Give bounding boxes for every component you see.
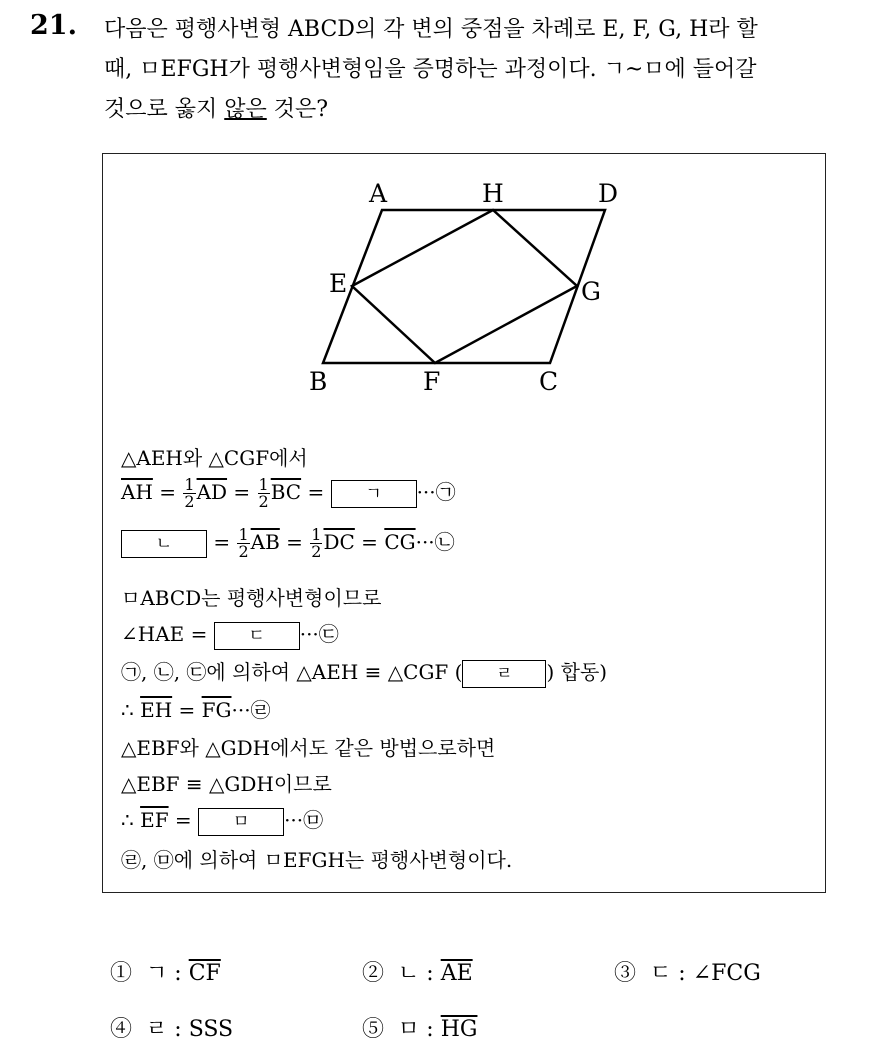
blank-giyeok: ㄱ bbox=[331, 480, 417, 508]
label-3: ···㉢ bbox=[299, 622, 339, 646]
equals: = bbox=[207, 530, 237, 554]
therefore: ∴ bbox=[121, 808, 141, 832]
choice-number: ② bbox=[362, 961, 385, 986]
seg-bc: $\overline{BC}$ bbox=[270, 480, 302, 504]
proof-line-6 bbox=[121, 656, 607, 686]
proof-line-11: ㉣, ㉤에 의하여 ㅁEFGH는 평행사변형이다. bbox=[121, 848, 513, 872]
label-f: F bbox=[423, 367, 441, 396]
half-fraction bbox=[258, 477, 270, 510]
seg-fg: $\overline{FG}$ bbox=[201, 698, 232, 722]
choice-value: SSS bbox=[188, 1017, 234, 1042]
seg-ad: $\overline{AD}$ bbox=[196, 480, 228, 504]
proof-box bbox=[102, 153, 826, 893]
seg-cg: $\overline{CG}$ bbox=[384, 530, 416, 554]
choice-key: ㄴ : bbox=[398, 961, 434, 986]
quadrilateral-efgh bbox=[352, 210, 577, 363]
choice-key: ㄹ : bbox=[146, 1017, 182, 1042]
label-b: B bbox=[309, 367, 328, 396]
choice-3[interactable] bbox=[614, 956, 761, 987]
label-2: ···㉡ bbox=[415, 530, 455, 554]
proof-line-9: △EBF ≡ △GDH이므로 bbox=[121, 772, 332, 796]
question-line-2: 때, ㅁEFGH가 평행사변형임을 증명하는 과정이다. ㄱ~ㅁ에 들어갈 bbox=[104, 57, 757, 82]
half-fraction bbox=[237, 527, 249, 560]
question-number: 21. bbox=[30, 10, 77, 41]
proof-line-2 bbox=[121, 475, 456, 511]
therefore: ∴ bbox=[121, 698, 141, 722]
label-4: ···㉣ bbox=[231, 698, 271, 722]
choice-key: ㄱ : bbox=[146, 961, 182, 986]
choice-1[interactable] bbox=[110, 956, 221, 987]
equals: = bbox=[168, 808, 199, 832]
frac-den: 2 bbox=[184, 492, 195, 511]
blank-digeut: ㄷ bbox=[214, 622, 300, 650]
question-line-3 bbox=[104, 92, 328, 123]
label-h: H bbox=[482, 179, 504, 208]
choice-key: ㄷ : bbox=[650, 961, 686, 986]
choice-number: ① bbox=[110, 961, 133, 986]
blank-nieun: ㄴ bbox=[121, 530, 207, 558]
question-line-1: 다음은 평행사변형 ABCD의 각 변의 중점을 차례로 E, F, G, H라 할 bbox=[104, 17, 758, 42]
seg-ab: $\overline{AB}$ bbox=[250, 530, 280, 554]
proof-line-7 bbox=[121, 694, 271, 724]
label-g: G bbox=[581, 277, 601, 306]
question-line-3-end: 것은? bbox=[266, 97, 329, 122]
congruence-text: ㉠, ㉡, ㉢에 의하여 △AEH ≡ △CGF ( bbox=[121, 660, 463, 684]
frac-den: 2 bbox=[311, 542, 322, 561]
half-fraction bbox=[310, 527, 322, 560]
half-fraction bbox=[183, 477, 195, 510]
label-1: ···㉠ bbox=[416, 480, 456, 504]
proof-line-5 bbox=[121, 618, 339, 648]
choice-key: ㅁ : bbox=[398, 1017, 434, 1042]
proof-line-4: ㅁABCD는 평행사변형이므로 bbox=[121, 586, 382, 610]
choice-number: ⑤ bbox=[362, 1017, 385, 1042]
angle-hae: ∠HAE = bbox=[121, 622, 214, 646]
blank-rieul: ㄹ bbox=[462, 660, 546, 688]
seg-ah: $\overline{AH}$ bbox=[121, 480, 153, 504]
label-e: E bbox=[329, 269, 348, 298]
frac-den: 2 bbox=[238, 542, 249, 561]
equals: = bbox=[172, 698, 202, 722]
proof-line-8: △EBF와 △GDH에서도 같은 방법으로하면 bbox=[121, 736, 496, 760]
label-5: ···㉤ bbox=[284, 808, 324, 832]
blank-mieum: ㅁ bbox=[198, 808, 284, 836]
seg-ef: $\overline{EF}$ bbox=[140, 808, 169, 832]
question-line-3-text: 것으로 옳지 bbox=[104, 97, 225, 122]
frac-den: 2 bbox=[258, 492, 269, 511]
seg-eh: $\overline{EH}$ bbox=[140, 698, 173, 722]
choice-value: $\overline{HG}$ bbox=[440, 1017, 478, 1042]
frac-num: 1 bbox=[258, 475, 269, 494]
label-c: C bbox=[539, 367, 559, 396]
parallelogram-figure bbox=[103, 154, 823, 404]
choice-value: ∠FCG bbox=[692, 961, 761, 986]
choice-value: $\overline{CF}$ bbox=[188, 961, 221, 986]
equals: = bbox=[354, 530, 385, 554]
equals: = bbox=[227, 480, 257, 504]
choice-number: ④ bbox=[110, 1017, 133, 1042]
proof-line-1: △AEH와 △CGF에서 bbox=[121, 446, 308, 470]
equals: = bbox=[279, 530, 310, 554]
choice-4[interactable] bbox=[110, 1012, 233, 1043]
underlined-not: 않은 bbox=[224, 97, 267, 122]
equals: = bbox=[152, 480, 183, 504]
label-a: A bbox=[369, 179, 388, 208]
frac-num: 1 bbox=[311, 525, 322, 544]
equals: = bbox=[301, 480, 331, 504]
proof-line-10 bbox=[121, 804, 323, 834]
frac-num: 1 bbox=[238, 525, 249, 544]
choice-value: $\overline{AE}$ bbox=[440, 961, 473, 986]
seg-dc: $\overline{DC}$ bbox=[323, 530, 355, 554]
proof-line-3 bbox=[121, 525, 455, 561]
choice-number: ③ bbox=[614, 961, 637, 986]
choice-2[interactable] bbox=[362, 956, 473, 987]
choice-5[interactable] bbox=[362, 1012, 477, 1043]
label-d: D bbox=[598, 179, 619, 208]
congruence-end: ) 합동) bbox=[546, 660, 608, 684]
frac-num: 1 bbox=[184, 475, 195, 494]
parallelogram-abcd bbox=[323, 210, 605, 363]
